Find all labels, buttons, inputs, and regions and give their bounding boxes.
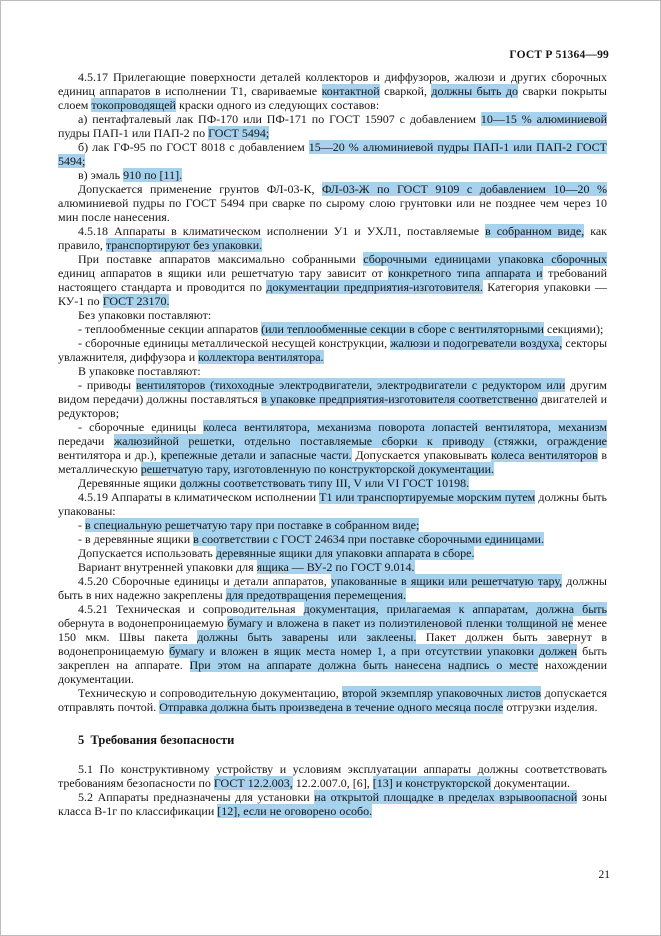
paragraph <box>58 182 607 224</box>
text-run: - сборочные единицы металлической несущей конструкции, <box>78 336 391 350</box>
text-run: 5 Требования безопасности <box>78 733 235 747</box>
paragraph <box>58 364 607 378</box>
highlighted-text: конкретного типа аппарата и <box>388 266 543 280</box>
text-run: 4.5.17 Прилегающие поверхности деталей коллекторов и диффузоров, жалюзи и других сборочных единиц аппаратов в исполнении Т1, свариваемые <box>58 70 607 98</box>
highlighted-text: бумагу и вложена в пакет из полиэтиленовой пленки толщиной не <box>227 616 574 630</box>
highlighted-text: 15—20 % алюминиевой пудры ПАП-1 или ПАП-2 ГОСТ 5494; <box>58 140 607 168</box>
highlighted-text: токопроводящей <box>91 98 176 112</box>
text-run: нахождении документации. <box>58 658 607 686</box>
paragraph <box>58 762 607 790</box>
text-run: двигателей и редукторов; <box>58 392 607 420</box>
highlighted-text: Т1 или транспортируемые морским путем <box>319 490 536 504</box>
text-run: Вариант внутренней упаковки для <box>78 560 257 574</box>
text-run: сваркой, <box>379 84 432 98</box>
highlighted-text: бумагу и вложен в ящик места номер 1, а при отсутствии упаковки должен <box>169 644 577 658</box>
paragraph <box>58 546 607 560</box>
text-run: алюминиевой пудры по ГОСТ 5494 при сварке по сырому слою грунтовки или не позднее чем через 10 мин после нанесения. <box>58 196 607 224</box>
text-run: 5.2 Аппараты предназначены для установки <box>78 790 315 804</box>
highlighted-text: в соответствии с ГОСТ 24634 при поставке сборочными единицами. <box>193 532 544 546</box>
highlighted-text: (или теплообменные секции в сборе с вентиляторными <box>261 322 544 336</box>
text-run: 4.5.21 Техническая и сопроводительная <box>78 602 304 616</box>
highlighted-text: ФЛ-03-Ж по ГОСТ 9109 с добавлением 10—20 % <box>322 182 607 196</box>
text-run: Допускается использовать <box>78 546 216 560</box>
text-run: обернута в водонепроницаемую <box>58 616 228 630</box>
text-run: пудры ПАП-1 или ПАП-2 по <box>58 126 209 140</box>
text-run: как правило, <box>58 224 607 252</box>
text-run: в) эмаль <box>78 168 124 182</box>
text-run: - сборочные единицы <box>78 420 204 434</box>
highlighted-text: должны быть заварены или заклеены. <box>197 630 417 644</box>
highlighted-text: контактной <box>321 84 380 98</box>
highlighted-text: транспортируют без упаковки. <box>105 238 263 252</box>
highlighted-text: 10—15 % алюминиевой <box>480 112 607 126</box>
text-run: 4.5.18 Аппараты в климатическом исполнении У1 и УХЛ1, поставляемые <box>78 224 486 238</box>
paragraph <box>58 140 607 168</box>
text-run: 12.2.007.0, [6], <box>292 776 373 790</box>
highlighted-text: [13] и конструкторской <box>372 776 492 790</box>
highlighted-text: должны быть до <box>431 84 519 98</box>
highlighted-text: При этом на аппарате должна быть нанесена надпись о месте <box>189 658 539 672</box>
page-number: 21 <box>598 869 610 881</box>
highlighted-text: крепежные детали и запасные части. <box>160 448 352 462</box>
paragraph <box>58 420 607 476</box>
text-run: краски одного из следующих составов: <box>175 98 380 112</box>
paragraph <box>58 518 607 532</box>
text-run: секциями); <box>543 322 604 336</box>
text-run: должны быть упакованы: <box>58 490 607 518</box>
paragraph <box>58 560 607 574</box>
highlighted-text: колеса вентилятора, механизма поворота лопастей вентилятора, механизм <box>203 420 607 434</box>
paragraph <box>58 168 607 182</box>
text-run: б) лак ГФ-95 по ГОСТ 8018 с добавлением <box>78 140 309 154</box>
highlighted-text: ГОСТ 12.2.003, <box>213 776 293 790</box>
text-run: - в деревянные ящики <box>78 532 194 546</box>
text-run: Допускается упаковывать <box>351 448 492 462</box>
text-run: зоны класса В-1г по классификации <box>58 790 608 818</box>
text-run: другим видом передачи) должны поставляться <box>58 378 608 406</box>
paragraph <box>58 602 607 686</box>
text-run: сварки покрыты слоем <box>58 84 607 112</box>
text-run: Деревянные ящики <box>78 476 180 490</box>
paragraph <box>58 476 607 490</box>
highlighted-text: в специальную решетчатую тару при поставке в собранном виде; <box>85 518 420 532</box>
text-run: единиц аппаратов в ящики или решетчатую тару зависит от <box>58 266 389 280</box>
text-run: документации. <box>491 776 570 790</box>
text-run: Техническую и сопроводительную документацию, <box>78 686 343 700</box>
highlighted-text: на открытой площадке в пределах взрывоопасной <box>314 790 578 804</box>
highlighted-text: сборочными единицами упаковка сборочных <box>363 252 607 266</box>
highlighted-text: жалюзи и подогреватели воздуха, <box>390 336 563 350</box>
paragraph <box>58 790 607 818</box>
text-run: Допускается применение грунтов ФЛ-03-К, <box>78 182 323 196</box>
paragraph <box>58 112 607 140</box>
highlighted-text: в упаковке предприятия-изготовителя соответственно <box>261 392 538 406</box>
text-run: - теплообменные секции аппаратов <box>78 322 262 336</box>
highlighted-text: Отправка должна быть произведена в течение одного месяца после <box>159 700 504 714</box>
highlighted-text: упакованные в ящики или решетчатую тару, <box>330 574 563 588</box>
highlighted-text: коллектора вентилятора. <box>198 350 324 364</box>
text-run: - приводы <box>78 378 136 392</box>
text-run: При поставке аппаратов максимально собранными <box>78 252 364 266</box>
highlighted-text: решетчатую тару, изготовленную по конструкторской документации. <box>140 462 494 476</box>
paragraph <box>58 490 607 518</box>
highlighted-text: деревянные ящики для упаковки аппарата в сборе. <box>215 546 475 560</box>
text-run: требований настоящего стандарта и проводится по <box>58 266 607 294</box>
text-run: отгрузки изделия. <box>503 700 598 714</box>
text-run: 4.5.19 Аппараты в климатическом исполнении <box>78 490 320 504</box>
paragraph <box>58 70 607 112</box>
paragraph <box>58 532 607 546</box>
text-run: а) пентафталевый лак ПФ-170 или ПФ-171 по ГОСТ 15907 с добавлением <box>78 112 481 126</box>
text-run: В упаковке поставляют: <box>78 364 201 378</box>
highlighted-text: второй экземпляр упаковочных листов <box>342 686 542 700</box>
highlighted-text: 910 по [11]. <box>123 168 183 182</box>
text-run: 5.1 По конструктивному устройству и условиям эксплуатации аппараты должны соответствовать требованиям безопасности по <box>58 762 607 790</box>
text-run: допускается отправлять почтой. <box>58 686 607 714</box>
paragraph <box>58 322 607 336</box>
text-run: в металлическую <box>58 448 607 476</box>
paragraph <box>58 308 607 322</box>
highlighted-text: колеса вентиляторов <box>491 448 598 462</box>
paragraph <box>58 224 607 252</box>
highlighted-text: должны соответствовать типу III, V или VI ГОСТ 10198. <box>179 476 470 490</box>
paragraph <box>58 686 607 714</box>
text-run: - <box>78 518 85 532</box>
document-body <box>58 70 607 818</box>
text-run: должны быть в них надежно закреплены <box>58 574 607 602</box>
text-run: передачи <box>58 434 114 448</box>
highlighted-text: документации предприятия-изготовителя. <box>266 280 483 294</box>
paragraph <box>58 378 607 420</box>
text-run: Категория упаковки — КУ-1 по <box>58 280 607 308</box>
highlighted-text: для предотвращения перемещения. <box>225 588 406 602</box>
text-run: быть закреплен на аппарате. <box>58 644 607 672</box>
paragraph <box>58 574 607 602</box>
paragraph <box>58 336 607 364</box>
highlighted-text: [12], если не оговорено особо. <box>217 804 373 818</box>
text-run: менее 150 мкм. Швы пакета <box>58 616 607 644</box>
text-run: 4.5.20 Сборочные единицы и детали аппаратов, <box>78 574 331 588</box>
standard-reference: ГОСТ Р 51364—99 <box>509 49 609 61</box>
highlighted-text: документация, прилагаемая к аппаратам, должна быть <box>303 602 607 616</box>
text-run: вентилятора и др.), <box>58 448 161 462</box>
highlighted-text: ГОСТ 5494; <box>208 126 270 140</box>
highlighted-text: вентиляторов (тихоходные электродвигатели, электродвигатели с редуктором или <box>136 378 566 392</box>
text-run: секторы увлажнителя, диффузора и <box>58 336 608 364</box>
highlighted-text: жалюзийной решетки, отдельно поставляемые сборки к приводу (стяжки, ограждение <box>113 434 607 448</box>
section-heading <box>58 733 607 748</box>
text-run: Пакет должен быть завернут в водонепроницаемую <box>58 630 607 658</box>
highlighted-text: ГОСТ 23170. <box>102 294 170 308</box>
highlighted-text: в собранном виде, <box>485 224 585 238</box>
text-run: Без упаковки поставляют: <box>78 308 212 322</box>
highlighted-text: ящика — ВУ-2 по ГОСТ 9.014. <box>256 560 415 574</box>
paragraph <box>58 252 607 308</box>
